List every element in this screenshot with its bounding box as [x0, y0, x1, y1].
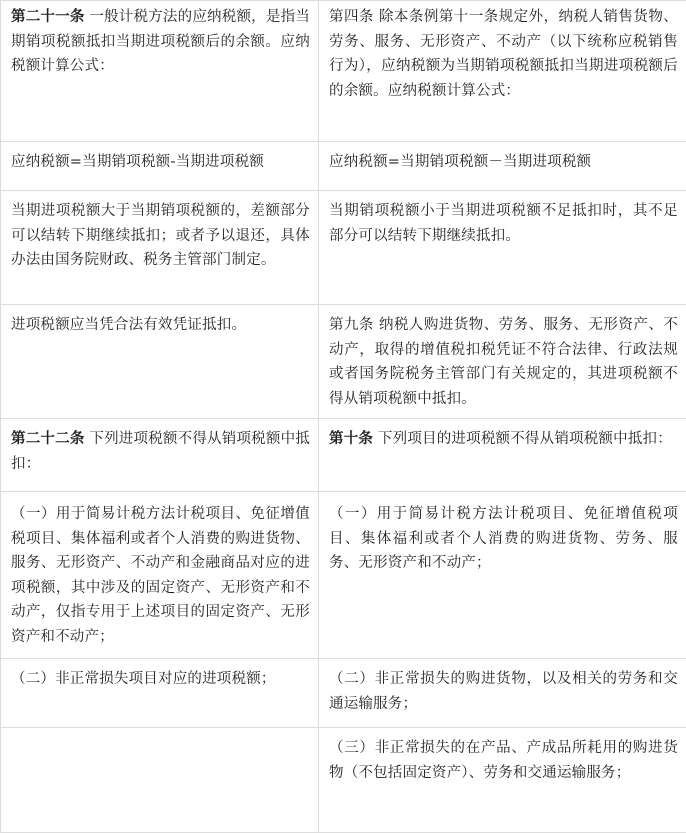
right-cell — [319, 419, 686, 492]
article-number: 第二十二条 — [11, 431, 85, 447]
right-cell — [319, 659, 686, 728]
cell-text: （二）非正常损失的购进货物，以及相关的劳务和交通运输服务； — [329, 671, 678, 712]
table-row — [1, 728, 686, 833]
article-number: 第十条 — [329, 431, 373, 447]
cell-text: 一般计税方法的应纳税额，是指当期销项税额抵扣当期进项税额后的余额。应纳税额计算公式： — [11, 9, 310, 74]
cell-text: （二）非正常损失项目对应的进项税额； — [11, 671, 276, 687]
cell-text: 第四条 除本条例第十一条规定外，纳税人销售货物、劳务、服务、无形资产、不动产（以下统称应税销售行为），应纳税额为当期销项税额抵扣当期进项税额后的余额。应纳税额计算公式： — [329, 9, 678, 99]
cell-text: 第九条 纳税人购进货物、劳务、服务、无形资产、不动产，取得的增值税扣税凭证不符合法律、行政法规或者国务院税务主管部门有关规定的，其进项税额不得从销项税额中抵扣。 — [329, 317, 678, 407]
right-cell — [319, 492, 686, 659]
left-cell — [1, 492, 319, 659]
table-row — [1, 1, 686, 142]
right-cell — [319, 728, 686, 833]
cell-text: （一）用于简易计税方法计税项目、免征增值税项目、集体福利或者个人消费的购进货物、服务、无形资产、不动产和金融商品对应的进项税额，其中涉及的固定资产、无形资产和不动产，仅指专用于上述项目的固定资产、无形资产和不动产； — [11, 506, 310, 645]
table-row — [1, 419, 686, 492]
cell-text: 应纳税额=当期销项税额－当期进项税额 — [329, 154, 591, 170]
cell-text: 进项税额应当凭合法有效凭证抵扣。 — [11, 317, 246, 333]
left-cell — [1, 659, 319, 728]
left-cell — [1, 1, 319, 142]
right-cell — [319, 1, 686, 142]
left-cell — [1, 305, 319, 419]
cell-text: 下列项目的进项税额不得从销项税额中抵扣： — [373, 431, 672, 447]
table-row — [1, 305, 686, 419]
left-cell — [1, 142, 319, 191]
table-row — [1, 659, 686, 728]
cell-text: （三）非正常损失的在产品、产成品所耗用的购进货物（不包括固定资产）、劳务和交通运输服务； — [329, 740, 678, 781]
left-cell — [1, 191, 319, 305]
cell-text: （一）用于简易计税方法计税项目、免征增值税项目、集体福利或者个人消费的购进货物、劳务、服务、无形资产和不动产； — [329, 506, 678, 571]
left-cell — [1, 728, 319, 833]
table-row — [1, 142, 686, 191]
right-cell — [319, 142, 686, 191]
right-cell — [319, 191, 686, 305]
cell-text: 应纳税额=当期销项税额-当期进项税额 — [11, 154, 264, 170]
right-cell — [319, 305, 686, 419]
article-number: 第二十一条 — [11, 9, 85, 25]
cell-text: 下列进项税额不得从销项税额中抵扣： — [11, 431, 310, 472]
left-cell — [1, 419, 319, 492]
cell-text: 当期销项税额小于当期进项税额不足抵扣时，其不足部分可以结转下期继续抵扣。 — [329, 203, 678, 244]
cell-text: 当期进项税额大于当期销项税额的，差额部分可以结转下期继续抵扣；或者予以退还，具体办法由国务院财政、税务主管部门制定。 — [11, 203, 310, 268]
table-row — [1, 492, 686, 659]
table-row — [1, 191, 686, 305]
